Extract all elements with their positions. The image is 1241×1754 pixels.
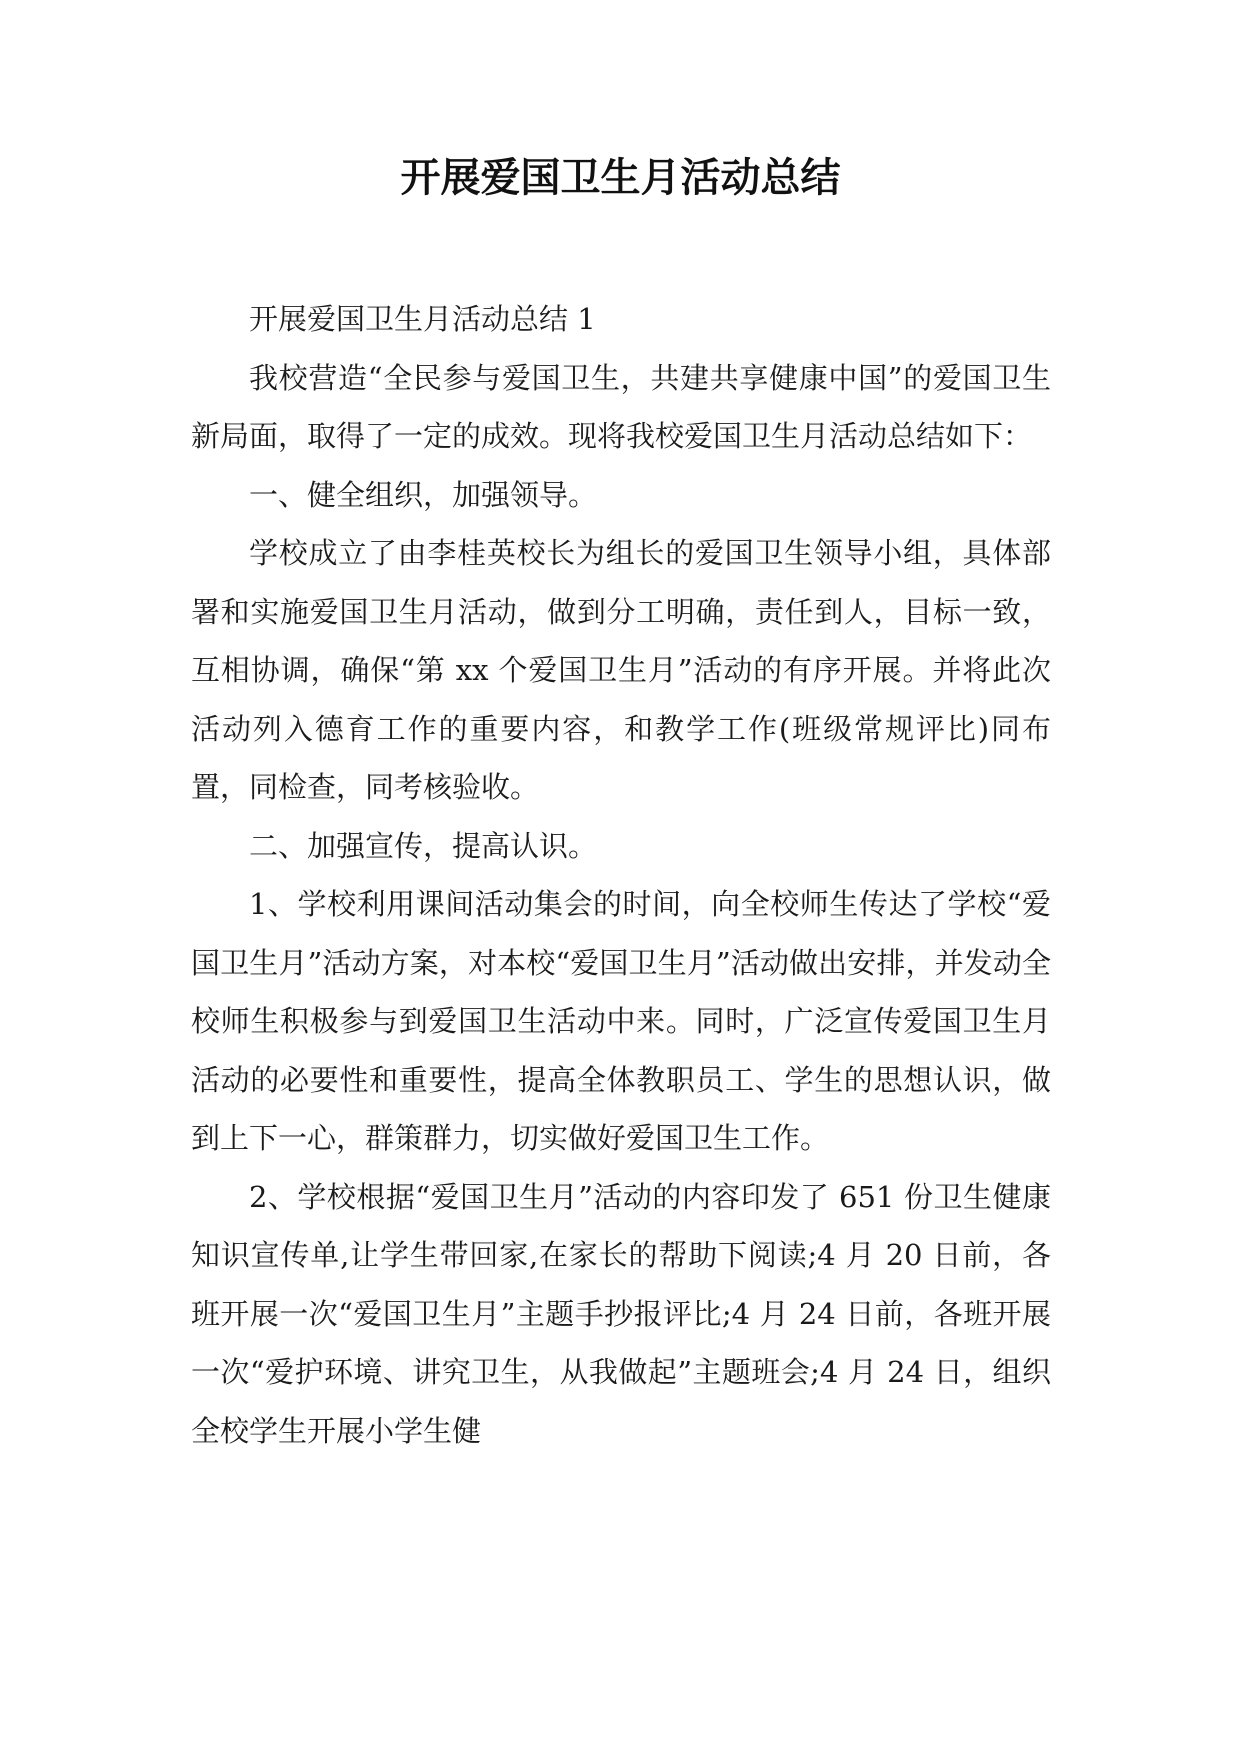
section-heading: 一、健全组织，加强领导。 <box>249 477 598 512</box>
document-title: 开展爱国卫生月活动总结 <box>400 155 841 201</box>
section-heading: 开展爱国卫生月活动总结 1 <box>249 302 596 336</box>
paragraph: 2、学校根据“爱国卫生月”活动的内容印发了 651 份卫生健康知识宣传单,让学生带回家,在家长的帮助下阅读;4 月 20 日前，各班开展一次“爱国卫生月”主题手抄报评比;4 月 24 日前，各班开展一次“爱护环境、讲究卫生，从我做起”主题班会;4 月 24 日，组织全校学生开展小学生健 <box>191 1179 1051 1448</box>
paragraph: 学校成立了由李桂英校长为组长的爱国卫生领导小组，具体部署和实施爱国卫生月活动，做到分工明确，责任到人，目标一致，互相协调，确保“第 xx 个爱国卫生月”活动的有序开展。并将此次活动列入德育工作的重要内容，和教学工作(班级常规评比)同布置，同检查，同考核验收。 <box>191 536 1051 804</box>
document-body <box>191 290 1051 1460</box>
paragraph: 1、学校利用课间活动集会的时间，向全校师生传达了学校“爱国卫生月”活动方案，对本校“爱国卫生月”活动做出安排，并发动全校师生积极参与到爱国卫生活动中来。同时，广泛宣传爱国卫生月活动的必要性和重要性，提高全体教职员工、学生的思想认识，做到上下一心，群策群力，切实做好爱国卫生工作。 <box>191 887 1051 1155</box>
section-heading: 二、加强宣传，提高认识。 <box>249 828 598 863</box>
paragraph: 我校营造“全民参与爱国卫生，共建共享健康中国”的爱国卫生新局面，取得了一定的成效。现将我校爱国卫生月活动总结如下： <box>191 360 1051 453</box>
